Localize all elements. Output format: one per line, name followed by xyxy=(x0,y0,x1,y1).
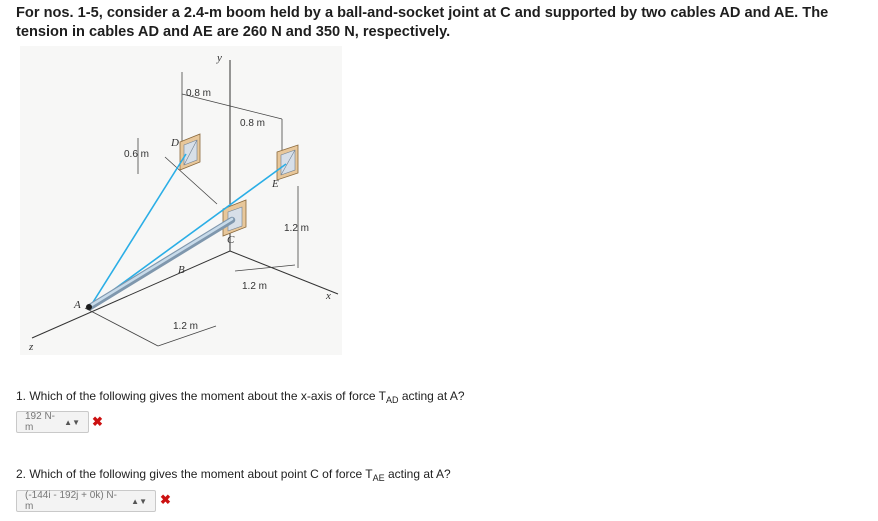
dim-label: 1.2 m xyxy=(284,223,310,234)
dim-label: 1.2 m xyxy=(173,321,199,332)
question-2-answer-select[interactable] xyxy=(16,490,156,512)
dim-label: 0.6 m xyxy=(124,149,150,160)
boom-highlight xyxy=(90,219,232,306)
point-a-label: A xyxy=(74,299,81,311)
dim-line xyxy=(235,265,295,271)
up-down-arrows-icon: ▲▼ xyxy=(64,417,80,427)
question-2 xyxy=(16,467,451,483)
problem-statement: For nos. 1-5, consider a 2.4-m boom held by a ball-and-socket joint at C and supported by two cables AD and AE. The tension in cables AD and AE are 260 N and 350 N, respectively. xyxy=(16,5,829,40)
boom-diagram-svg xyxy=(20,46,342,355)
question-1-suffix: acting at A? xyxy=(398,389,465,403)
point-e-label: E xyxy=(272,178,279,190)
y-axis-label: y xyxy=(217,52,222,64)
question-2-subscript: AE xyxy=(372,473,385,483)
question-2-suffix: acting at A? xyxy=(384,467,451,481)
x-mark-icon: ✖ xyxy=(160,492,171,507)
question-1-answer-select[interactable] xyxy=(16,411,89,433)
point-d-label: D xyxy=(171,137,179,149)
bracket-e xyxy=(277,145,298,180)
dim-label: 1.2 m xyxy=(242,281,268,292)
z-axis-line xyxy=(32,251,230,338)
question-1-subscript: AD xyxy=(385,395,399,405)
point-a-dot xyxy=(86,304,92,310)
x-axis-label: x xyxy=(326,290,331,302)
question-1-answer-value: 192 N-m xyxy=(25,411,56,433)
dim-label: 0.8 m xyxy=(240,118,266,129)
dim-label: 0.8 m xyxy=(186,88,212,99)
dim-line xyxy=(85,308,158,346)
question-2-text: 2. Which of the following gives the moment about point C of force T xyxy=(16,467,373,481)
boom-diagram xyxy=(20,46,342,355)
question-1 xyxy=(16,389,465,405)
question-2-answer-value: (-144i - 192j + 0k) N-m xyxy=(25,490,117,512)
point-c-label: C xyxy=(227,234,235,246)
question-1-text: 1. Which of the following gives the moment about the x-axis of force T xyxy=(16,389,386,403)
z-axis-label: z xyxy=(29,341,34,353)
cable-ad xyxy=(90,154,186,307)
up-down-arrows-icon: ▲▼ xyxy=(131,496,147,506)
point-b-label: B xyxy=(178,264,185,276)
x-mark-icon: ✖ xyxy=(92,414,103,429)
bracket-d xyxy=(180,134,200,170)
